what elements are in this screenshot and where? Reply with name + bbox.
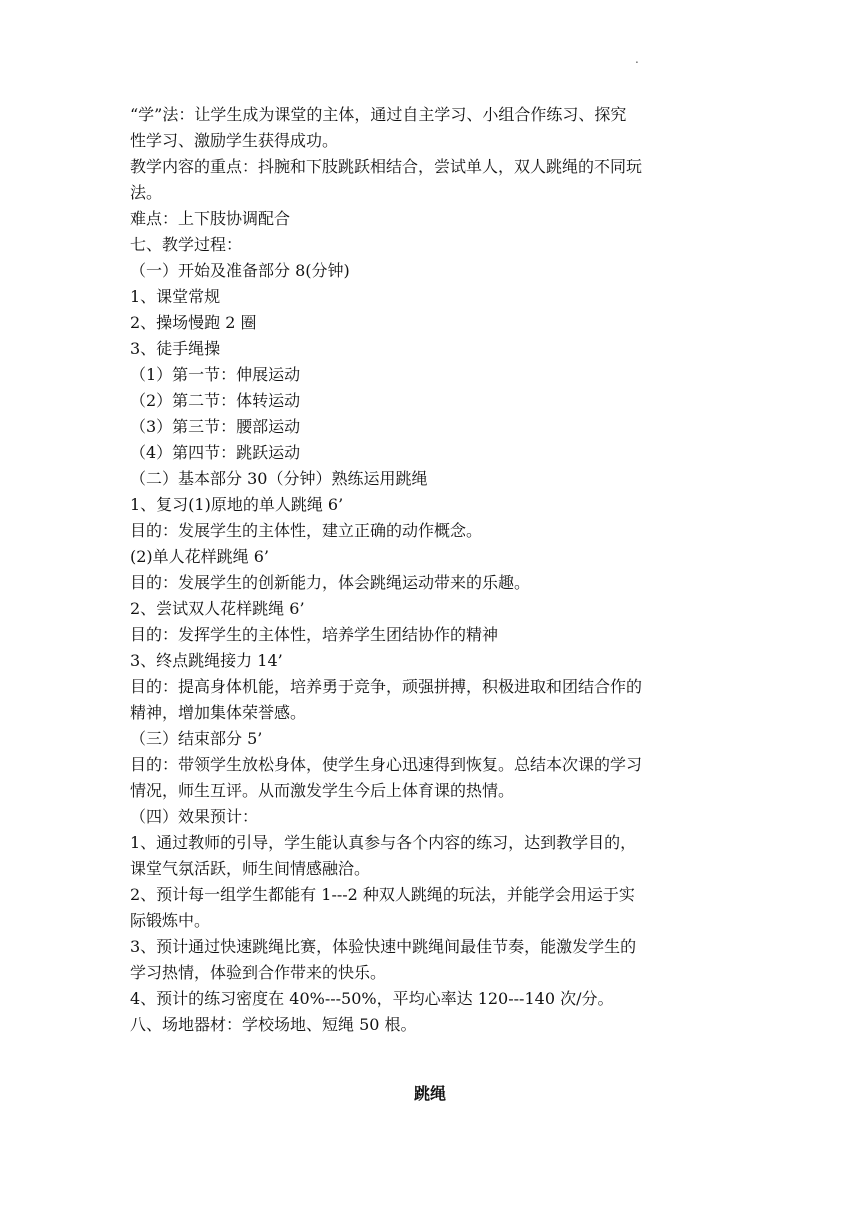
text-line: （二）基本部分 30（分钟）熟练运用跳绳 xyxy=(130,469,428,488)
text-line: 1、课堂常规 xyxy=(130,287,221,306)
text-line: 学习热情，体验到合作带来的快乐。 xyxy=(130,963,387,982)
text-line: 教学内容的重点：抖腕和下肢跳跃相结合，尝试单人，双人跳绳的不同玩 xyxy=(130,157,643,176)
text-line: 目的：发展学生的创新能力，体会跳绳运动带来的乐趣。 xyxy=(130,573,531,592)
text-line: 目的：发展学生的主体性，建立正确的动作概念。 xyxy=(130,521,483,540)
text-line: 3、终点跳绳接力 14’ xyxy=(130,651,283,670)
text-line: 4、预计的练习密度在 40%---50%，平均心率达 120---140 次/分。 xyxy=(130,989,614,1008)
text-line: 2、尝试双人花样跳绳 6’ xyxy=(130,599,305,618)
text-line: 2、预计每一组学生都能有 1---2 种双人跳绳的玩法，并能学会用运于实 xyxy=(130,885,635,904)
text-line: （4）第四节：跳跃运动 xyxy=(130,443,301,462)
page-corner-mark: . xyxy=(635,52,639,66)
section-title: 跳绳 xyxy=(413,1084,446,1103)
text-line: “学”法：让学生成为课堂的主体，通过自主学习、小组合作练习、探究 xyxy=(130,105,627,124)
text-line: 1、通过教师的引导，学生能认真参与各个内容的练习，达到教学目的， xyxy=(130,833,637,852)
text-line: 目的：发挥学生的主体性，培养学生团结协作的精神 xyxy=(130,625,499,644)
text-line: （四）效果预计： xyxy=(130,807,259,826)
text-line: 课堂气氛活跃，师生间情感融洽。 xyxy=(130,859,371,878)
text-line: （3）第三节：腰部运动 xyxy=(130,417,301,436)
text-line: 际锻炼中。 xyxy=(130,911,211,930)
text-line: 目的：带领学生放松身体，使学生身心迅速得到恢复。总结本次课的学习 xyxy=(130,755,643,774)
text-line: 难点：上下肢协调配合 xyxy=(130,209,291,228)
text-line: 1、复习(1)原地的单人跳绳 6’ xyxy=(130,495,344,514)
document-body xyxy=(130,102,730,1038)
text-line: （2）第二节：体转运动 xyxy=(130,391,301,410)
text-line: 3、预计通过快速跳绳比赛，体验快速中跳绳间最佳节奏，能激发学生的 xyxy=(130,937,637,956)
text-line: （三）结束部分 5’ xyxy=(130,729,263,748)
text-line: 目的：提高身体机能，培养勇于竞争，顽强拼搏，积极进取和团结合作的 xyxy=(130,677,643,696)
text-line: 七、教学过程： xyxy=(130,235,243,254)
text-line: 情况，师生互评。从而激发学生今后上体育课的热情。 xyxy=(130,781,515,800)
text-line: （一）开始及准备部分 8(分钟) xyxy=(130,261,350,280)
text-line: 3、徒手绳操 xyxy=(130,339,221,358)
text-line: 精神，增加集体荣誉感。 xyxy=(130,703,307,722)
text-line: 八、场地器材：学校场地、短绳 50 根。 xyxy=(130,1015,417,1034)
text-line: 法。 xyxy=(130,183,163,202)
text-line: (2)单人花样跳绳 6’ xyxy=(130,547,270,566)
text-line: （1）第一节：伸展运动 xyxy=(130,365,301,384)
text-line: 性学习、激励学生获得成功。 xyxy=(130,131,339,150)
text-line: 2、操场慢跑 2 圈 xyxy=(130,313,257,332)
